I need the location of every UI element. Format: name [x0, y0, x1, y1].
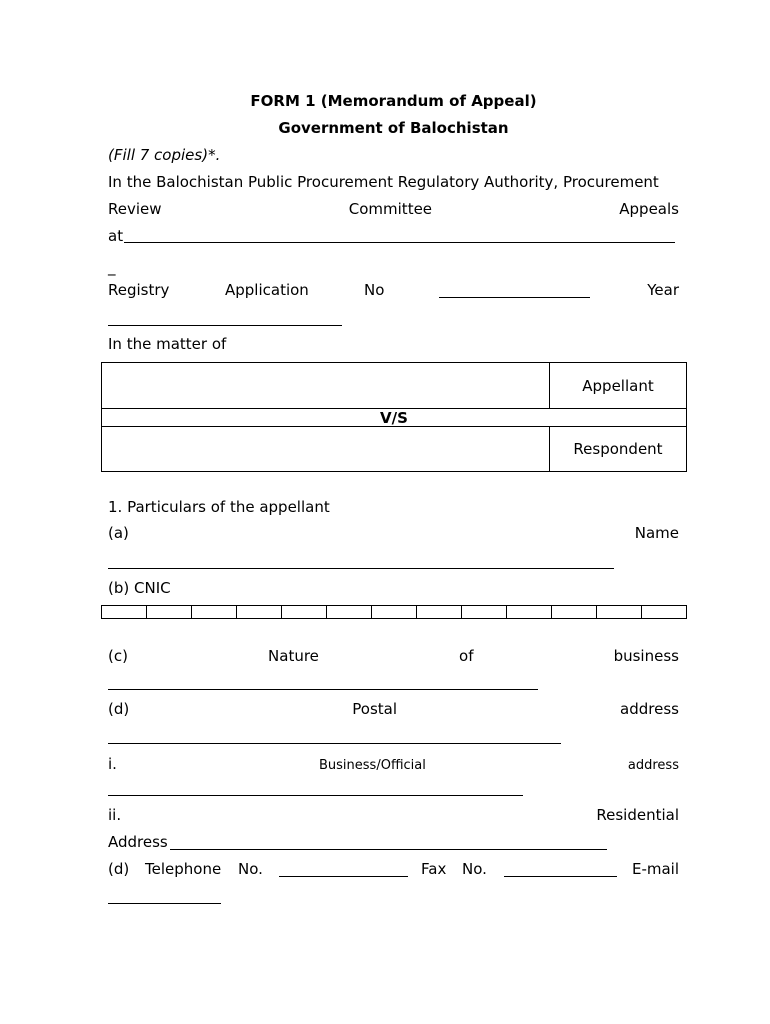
word-business: business [613, 647, 679, 665]
postal-blank[interactable] [108, 743, 561, 744]
intro-text: In the Balochistan Public Procurement Regulatory Authority, Procurement [108, 173, 659, 191]
registry-no-blank[interactable] [439, 297, 590, 298]
cnic-digit-box[interactable] [237, 606, 282, 618]
name-blank[interactable] [108, 568, 614, 569]
cnic-digit-box[interactable] [552, 606, 597, 618]
cnic-digit-box[interactable] [507, 606, 552, 618]
appellant-name-cell[interactable] [102, 363, 550, 409]
name-line [108, 524, 679, 542]
cnic-digit-box[interactable] [642, 606, 686, 618]
word-email: E-mail [631, 860, 679, 878]
residential-blank[interactable] [170, 849, 607, 850]
cnic-digit-box[interactable] [192, 606, 237, 618]
residential-line [108, 806, 679, 824]
word-committee: Committee [348, 200, 433, 218]
vs-label: V/S [102, 409, 687, 427]
word-registry: Registry [108, 281, 170, 299]
word-postal: Postal [352, 700, 398, 718]
cnic-digit-box[interactable] [147, 606, 192, 618]
intro-line-1 [108, 173, 679, 191]
underscore-mark: _ [108, 258, 116, 276]
word-application: Application [225, 281, 309, 299]
business-blank[interactable] [108, 689, 538, 690]
word-no: No [364, 281, 385, 299]
residential-label: Residential [596, 806, 679, 824]
matter-label: In the matter of [108, 335, 227, 353]
cnic-digit-box[interactable] [327, 606, 372, 618]
word-fax: Fax [421, 860, 447, 878]
party-table [101, 362, 687, 472]
at-blank[interactable] [124, 242, 675, 243]
name-label: Name [634, 524, 679, 542]
form-subtitle: Government of Balochistan [278, 119, 509, 137]
official-blank[interactable] [108, 795, 523, 796]
word-appeals: Appeals [619, 200, 679, 218]
fax-blank[interactable] [504, 876, 617, 877]
year-label: Year [647, 281, 679, 299]
respondent-label: Respondent [550, 427, 687, 472]
official-line [108, 755, 679, 773]
cnic-digit-box[interactable] [372, 606, 417, 618]
word-review: Review [108, 200, 162, 218]
word-address: address [620, 700, 679, 718]
email-blank[interactable] [108, 903, 221, 904]
fill-note: (Fill 7 copies)*. [108, 146, 221, 164]
business-prefix: (c) [108, 647, 128, 665]
postal-prefix: (d) [108, 700, 130, 718]
word-nature: Nature [268, 647, 319, 665]
word-fax-no: No. [462, 860, 487, 878]
business-line [108, 647, 679, 665]
cnic-digit-box[interactable] [102, 606, 147, 618]
at-label: at [108, 227, 124, 245]
year-blank[interactable] [108, 325, 342, 326]
official-prefix: i. [108, 755, 117, 773]
word-business-official: Business/Official [319, 758, 426, 773]
cnic-digit-box[interactable] [597, 606, 642, 618]
cnic-boxes[interactable] [101, 605, 687, 619]
intro-line-2 [108, 200, 679, 218]
respondent-name-cell[interactable] [102, 427, 550, 472]
appellant-label: Appellant [550, 363, 687, 409]
particulars-heading: 1. Particulars of the appellant [108, 498, 330, 516]
telephone-blank[interactable] [279, 876, 408, 877]
contact-prefix: (d) [108, 860, 130, 878]
cnic-digit-box[interactable] [282, 606, 327, 618]
word-official-address: address [627, 758, 679, 773]
word-telephone: Telephone [145, 860, 222, 878]
postal-line [108, 700, 679, 718]
name-prefix: (a) [108, 524, 129, 542]
cnic-label: (b) CNIC [108, 579, 171, 597]
residential-prefix: ii. [108, 806, 122, 824]
cnic-digit-box[interactable] [417, 606, 462, 618]
cnic-digit-box[interactable] [462, 606, 507, 618]
address-label: Address [108, 833, 168, 851]
word-tel-no: No. [238, 860, 263, 878]
word-of: of [459, 647, 474, 665]
form-title: FORM 1 (Memorandum of Appeal) [250, 92, 537, 110]
